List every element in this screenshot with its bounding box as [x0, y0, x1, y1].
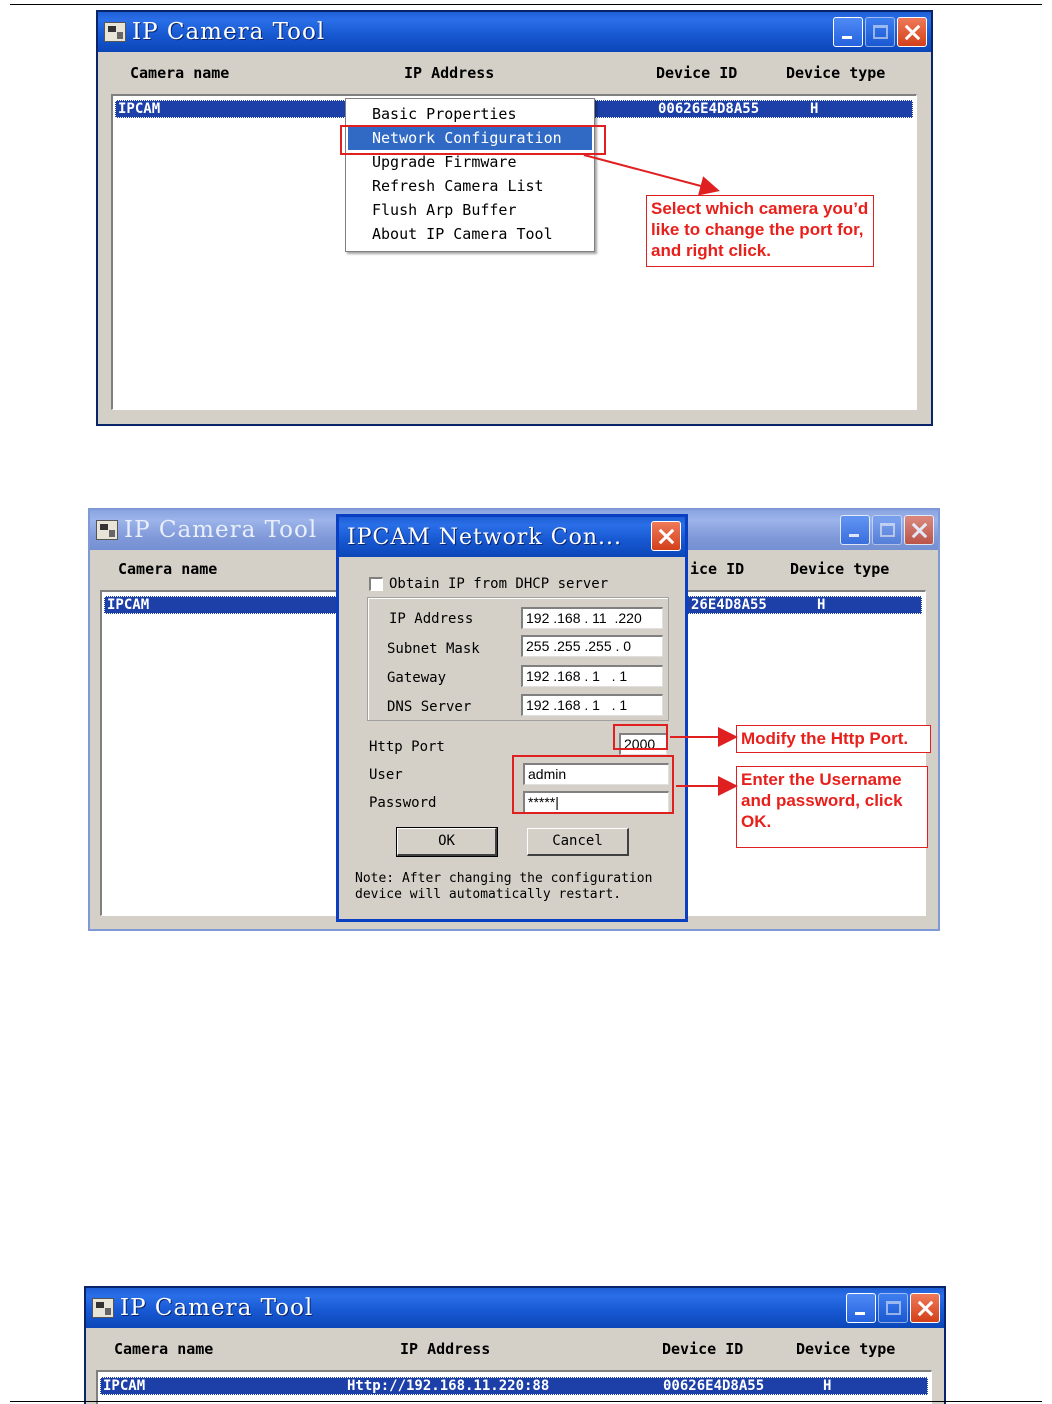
menu-item-upgrade-firmware[interactable]: Upgrade Firmware — [372, 153, 517, 171]
close-button[interactable] — [904, 515, 934, 545]
dialog-close-button[interactable] — [651, 521, 681, 551]
close-button[interactable] — [910, 1293, 940, 1323]
close-icon — [911, 1294, 939, 1322]
dialog-title: IPCAM Network Con... — [347, 524, 622, 550]
menu-item-refresh-camera-list[interactable]: Refresh Camera List — [372, 177, 544, 195]
maximize-icon — [886, 1301, 901, 1315]
cell-camera-name: IPCAM — [103, 1378, 146, 1394]
col-header-device-type[interactable]: Device type — [796, 1340, 896, 1358]
user-field[interactable]: admin — [523, 763, 669, 785]
gateway-field[interactable]: 192 .168 . 1 . 1 — [521, 665, 663, 687]
camera-list[interactable] — [96, 1370, 932, 1404]
gateway-label: Gateway — [387, 670, 447, 686]
dhcp-label: Obtain IP from DHCP server — [389, 576, 609, 592]
col-header-device-type[interactable]: Device type — [786, 64, 886, 82]
maximize-icon — [880, 523, 895, 537]
close-button[interactable] — [897, 17, 927, 47]
cell-camera-name: IPCAM — [118, 101, 161, 117]
app-icon — [92, 1298, 114, 1318]
col-header-ip-address[interactable]: IP Address — [404, 64, 495, 82]
maximize-button[interactable] — [872, 515, 902, 545]
http-port-field[interactable]: 2000 — [619, 733, 667, 755]
dns-server-label: DNS Server — [387, 699, 472, 715]
close-icon — [905, 516, 933, 544]
note-line-1: Note: After changing the configuration — [355, 871, 653, 886]
highlight-box-credentials — [512, 755, 674, 814]
col-header-camera-name[interactable]: Camera name — [114, 1340, 214, 1358]
highlight-box-network-config — [340, 125, 606, 155]
ip-camera-tool-window-result — [84, 1286, 946, 1404]
http-port-label: Http Port — [369, 739, 445, 755]
minimize-button[interactable] — [833, 17, 863, 47]
col-header-camera-name[interactable]: Camera name — [118, 560, 218, 578]
col-header-device-id[interactable]: ice ID — [690, 560, 745, 578]
maximize-icon — [873, 25, 888, 39]
close-icon — [898, 18, 926, 46]
network-config-dialog — [336, 514, 688, 922]
col-header-device-id[interactable]: Device ID — [662, 1340, 744, 1358]
maximize-button[interactable] — [865, 17, 895, 47]
cell-device-type: H — [817, 597, 826, 613]
title-bar[interactable] — [98, 12, 931, 52]
cell-ip-address: Http://192.168.11.220:88 — [347, 1378, 550, 1394]
cell-camera-name: IPCAM — [107, 597, 150, 613]
page-bottom-rule — [10, 1401, 1042, 1402]
minimize-button[interactable] — [846, 1293, 876, 1323]
callout-modify-port: Modify the Http Port. — [736, 725, 931, 753]
dhcp-checkbox[interactable] — [369, 577, 383, 591]
callout-enter-credentials: Enter the Username and password, click OK. — [736, 766, 928, 848]
note-line-2: device will automatically restart. — [355, 887, 622, 902]
window-title: IP Camera Tool — [132, 19, 326, 45]
minimize-button[interactable] — [840, 515, 870, 545]
cell-device-type: H — [810, 101, 819, 117]
menu-item-network-configuration[interactable]: Network Configuration — [348, 127, 592, 150]
subnet-mask-field[interactable]: 255 .255 .255 . 0 — [521, 635, 663, 657]
dns-server-field[interactable]: 192 .168 . 1 . 1 — [521, 694, 663, 716]
ip-address-label: IP Address — [389, 611, 474, 627]
maximize-button[interactable] — [878, 1293, 908, 1323]
close-icon — [652, 522, 680, 550]
window-title: IP Camera Tool — [124, 517, 318, 543]
user-label: User — [369, 767, 403, 783]
context-menu — [345, 98, 595, 252]
password-field[interactable]: *****| — [523, 791, 669, 813]
callout-select-camera: Select which camera you’d like to change the port for, and right click. — [646, 195, 874, 267]
minimize-icon — [855, 1312, 865, 1315]
app-icon — [96, 520, 118, 540]
menu-item-basic-properties[interactable]: Basic Properties — [372, 105, 517, 123]
ip-address-field[interactable]: 192 .168 . 11 .220 — [521, 607, 663, 629]
camera-row-selected[interactable] — [100, 1377, 928, 1395]
menu-item-about[interactable]: About IP Camera Tool — [372, 225, 553, 243]
minimize-icon — [842, 36, 852, 39]
dialog-title-bar[interactable] — [339, 517, 685, 557]
title-bar[interactable] — [86, 1288, 944, 1328]
col-header-ip-address[interactable]: IP Address — [400, 1340, 491, 1358]
subnet-mask-label: Subnet Mask — [387, 641, 480, 657]
window-title: IP Camera Tool — [120, 1295, 314, 1321]
cell-device-type: H — [823, 1378, 832, 1394]
cancel-button[interactable]: Cancel — [527, 828, 629, 856]
col-header-device-type[interactable]: Device type — [790, 560, 890, 578]
cell-device-id: 00626E4D8A55 — [658, 101, 760, 117]
page-top-rule — [10, 4, 1042, 5]
highlight-box-http-port — [613, 724, 668, 750]
password-label: Password — [369, 795, 437, 811]
app-icon — [104, 22, 126, 42]
ok-button[interactable]: OK — [397, 828, 497, 856]
cell-device-id: 26E4D8A55 — [691, 597, 767, 613]
col-header-camera-name[interactable]: Camera name — [130, 64, 230, 82]
minimize-icon — [849, 534, 859, 537]
col-header-device-id[interactable]: Device ID — [656, 64, 738, 82]
cell-device-id: 00626E4D8A55 — [663, 1378, 765, 1394]
menu-item-flush-arp-buffer[interactable]: Flush Arp Buffer — [372, 201, 517, 219]
